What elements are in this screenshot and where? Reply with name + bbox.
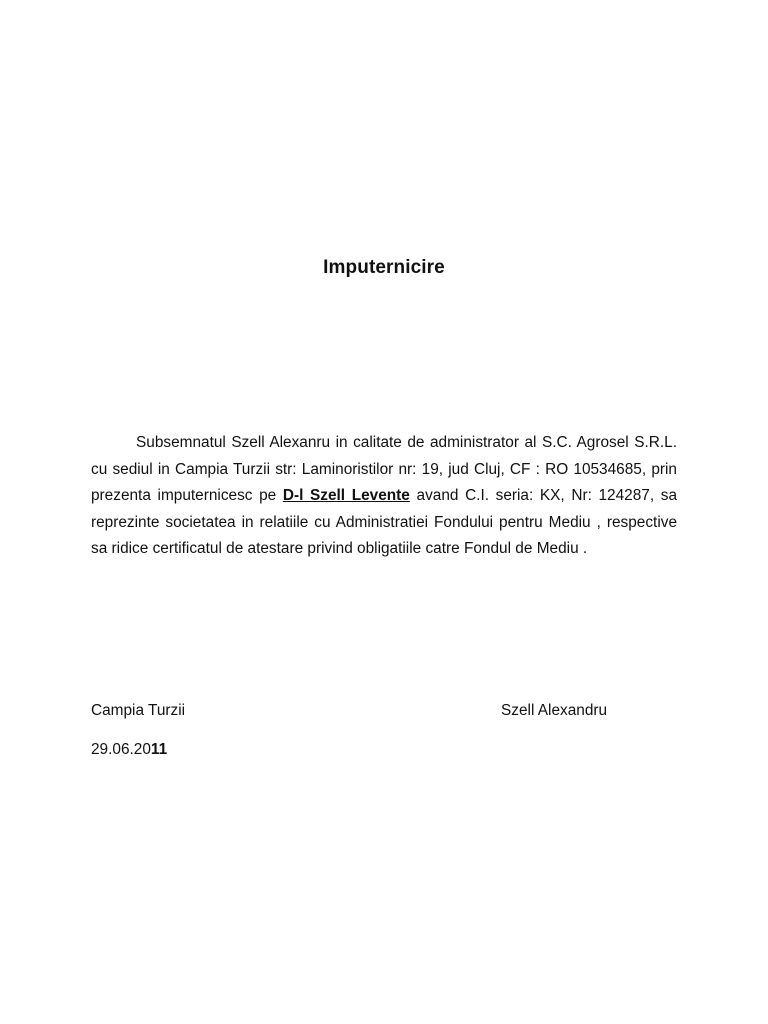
body-text-part-2: avand C.I. seria: KX, Nr: 124287, sa reprezinte societatea in relatiile cu Administratiei Fondului pentru Mediu , respective sa ridice certificatul de atestare privind obligatiile catre Fondul de Mediu . xyxy=(91,487,677,557)
document-title: Imputernicire xyxy=(323,257,445,278)
document-date xyxy=(91,741,167,759)
date-suffix: 11 xyxy=(150,741,168,758)
signatory-name: Szell Alexandru xyxy=(501,702,608,719)
place: Campia Turzii xyxy=(91,702,186,719)
body-paragraph xyxy=(91,430,677,563)
body-text-part-1: Subsemnatul Szell Alexanru in calitate de administrator al S.C. Agrosel S.R.L. cu sediul in Campia Turzii str: Laminoristilor nr: 19, jud Cluj, CF : RO 10534685, prin prezenta imputernicesc pe xyxy=(91,434,677,504)
date-prefix: 29.06.20 xyxy=(91,741,151,758)
authorized-person-name: D-l Szell Levente xyxy=(282,487,410,504)
